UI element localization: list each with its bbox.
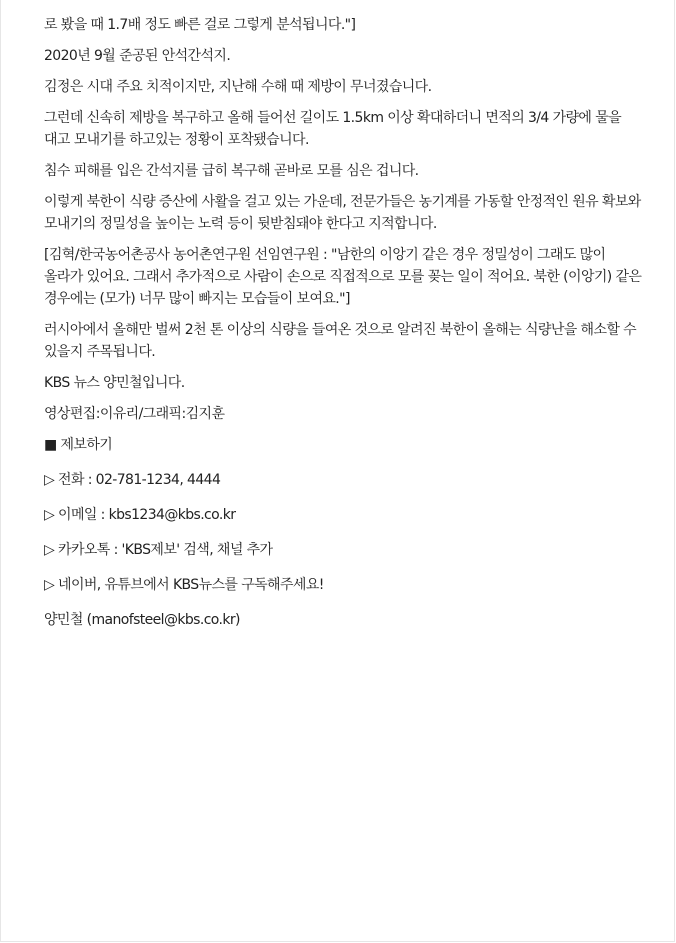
report-section — [44, 434, 644, 596]
article-paragraph: 이렇게 북한이 식량 증산에 사활을 걸고 있는 가운데, 전문가들은 농기계를 가동할 안정적인 원유 확보와 모내기의 정밀성을 높이는 노력 등이 뒷받침돼야 한다고 지적합니다. — [44, 194, 641, 232]
article-body — [44, 14, 644, 640]
contact-kakaotalk: ▷ 카카오톡 : 'KBS제보' 검색, 채널 추가 — [44, 542, 273, 558]
article-paragraph: 침수 피해를 입은 간석지를 급히 복구해 곧바로 모를 심은 겁니다. — [44, 163, 419, 179]
contact-subscribe: ▷ 네이버, 유튜브에서 KBS뉴스를 구독해주세요! — [44, 577, 324, 593]
article-paragraph: 로 봤을 때 1.7배 정도 빠른 걸로 그렇게 분석됩니다."] — [44, 17, 356, 33]
contact-email: ▷ 이메일 : kbs1234@kbs.co.kr — [44, 507, 236, 523]
article-paragraph: 러시아에서 올해만 벌써 2천 톤 이상의 식량을 들여온 것으로 알려진 북한이 올해는 식량난을 해소할 수 있을지 주목됩니다. — [44, 322, 637, 360]
article-paragraph: 그런데 신속히 제방을 복구하고 올해 들어선 길이도 1.5km 이상 확대하더니 면적의 3/4 가량에 물을 대고 모내기를 하고있는 정황이 포착됐습니다. — [44, 110, 622, 148]
byline: 양민철 (manofsteel@kbs.co.kr) — [44, 612, 240, 628]
reporter-signoff: KBS 뉴스 양민철입니다. — [44, 375, 185, 391]
contact-phone: ▷ 전화 : 02-781-1234, 4444 — [44, 472, 221, 488]
report-heading: ■ 제보하기 — [44, 437, 113, 453]
article-paragraph: 2020년 9월 준공된 안석간석지. — [44, 48, 231, 64]
credits: 영상편집:이유리/그래픽:김지훈 — [44, 406, 225, 422]
article-quote: [김혁/한국농어촌공사 농어촌연구원 선임연구원 : "남한의 이앙기 같은 경우 정밀성이 그래도 많이 올라가 있어요. 그래서 추가적으로 사람이 손으로 직접적으로 모를 꽂는 일이 적어요. 북한 (이앙기) 같은 경우에는 (모가) 너무 많이 빠지는 모습들이 보여요."] — [44, 247, 642, 307]
article-paragraph: 김정은 시대 주요 치적이지만, 지난해 수해 때 제방이 무너졌습니다. — [44, 79, 432, 95]
